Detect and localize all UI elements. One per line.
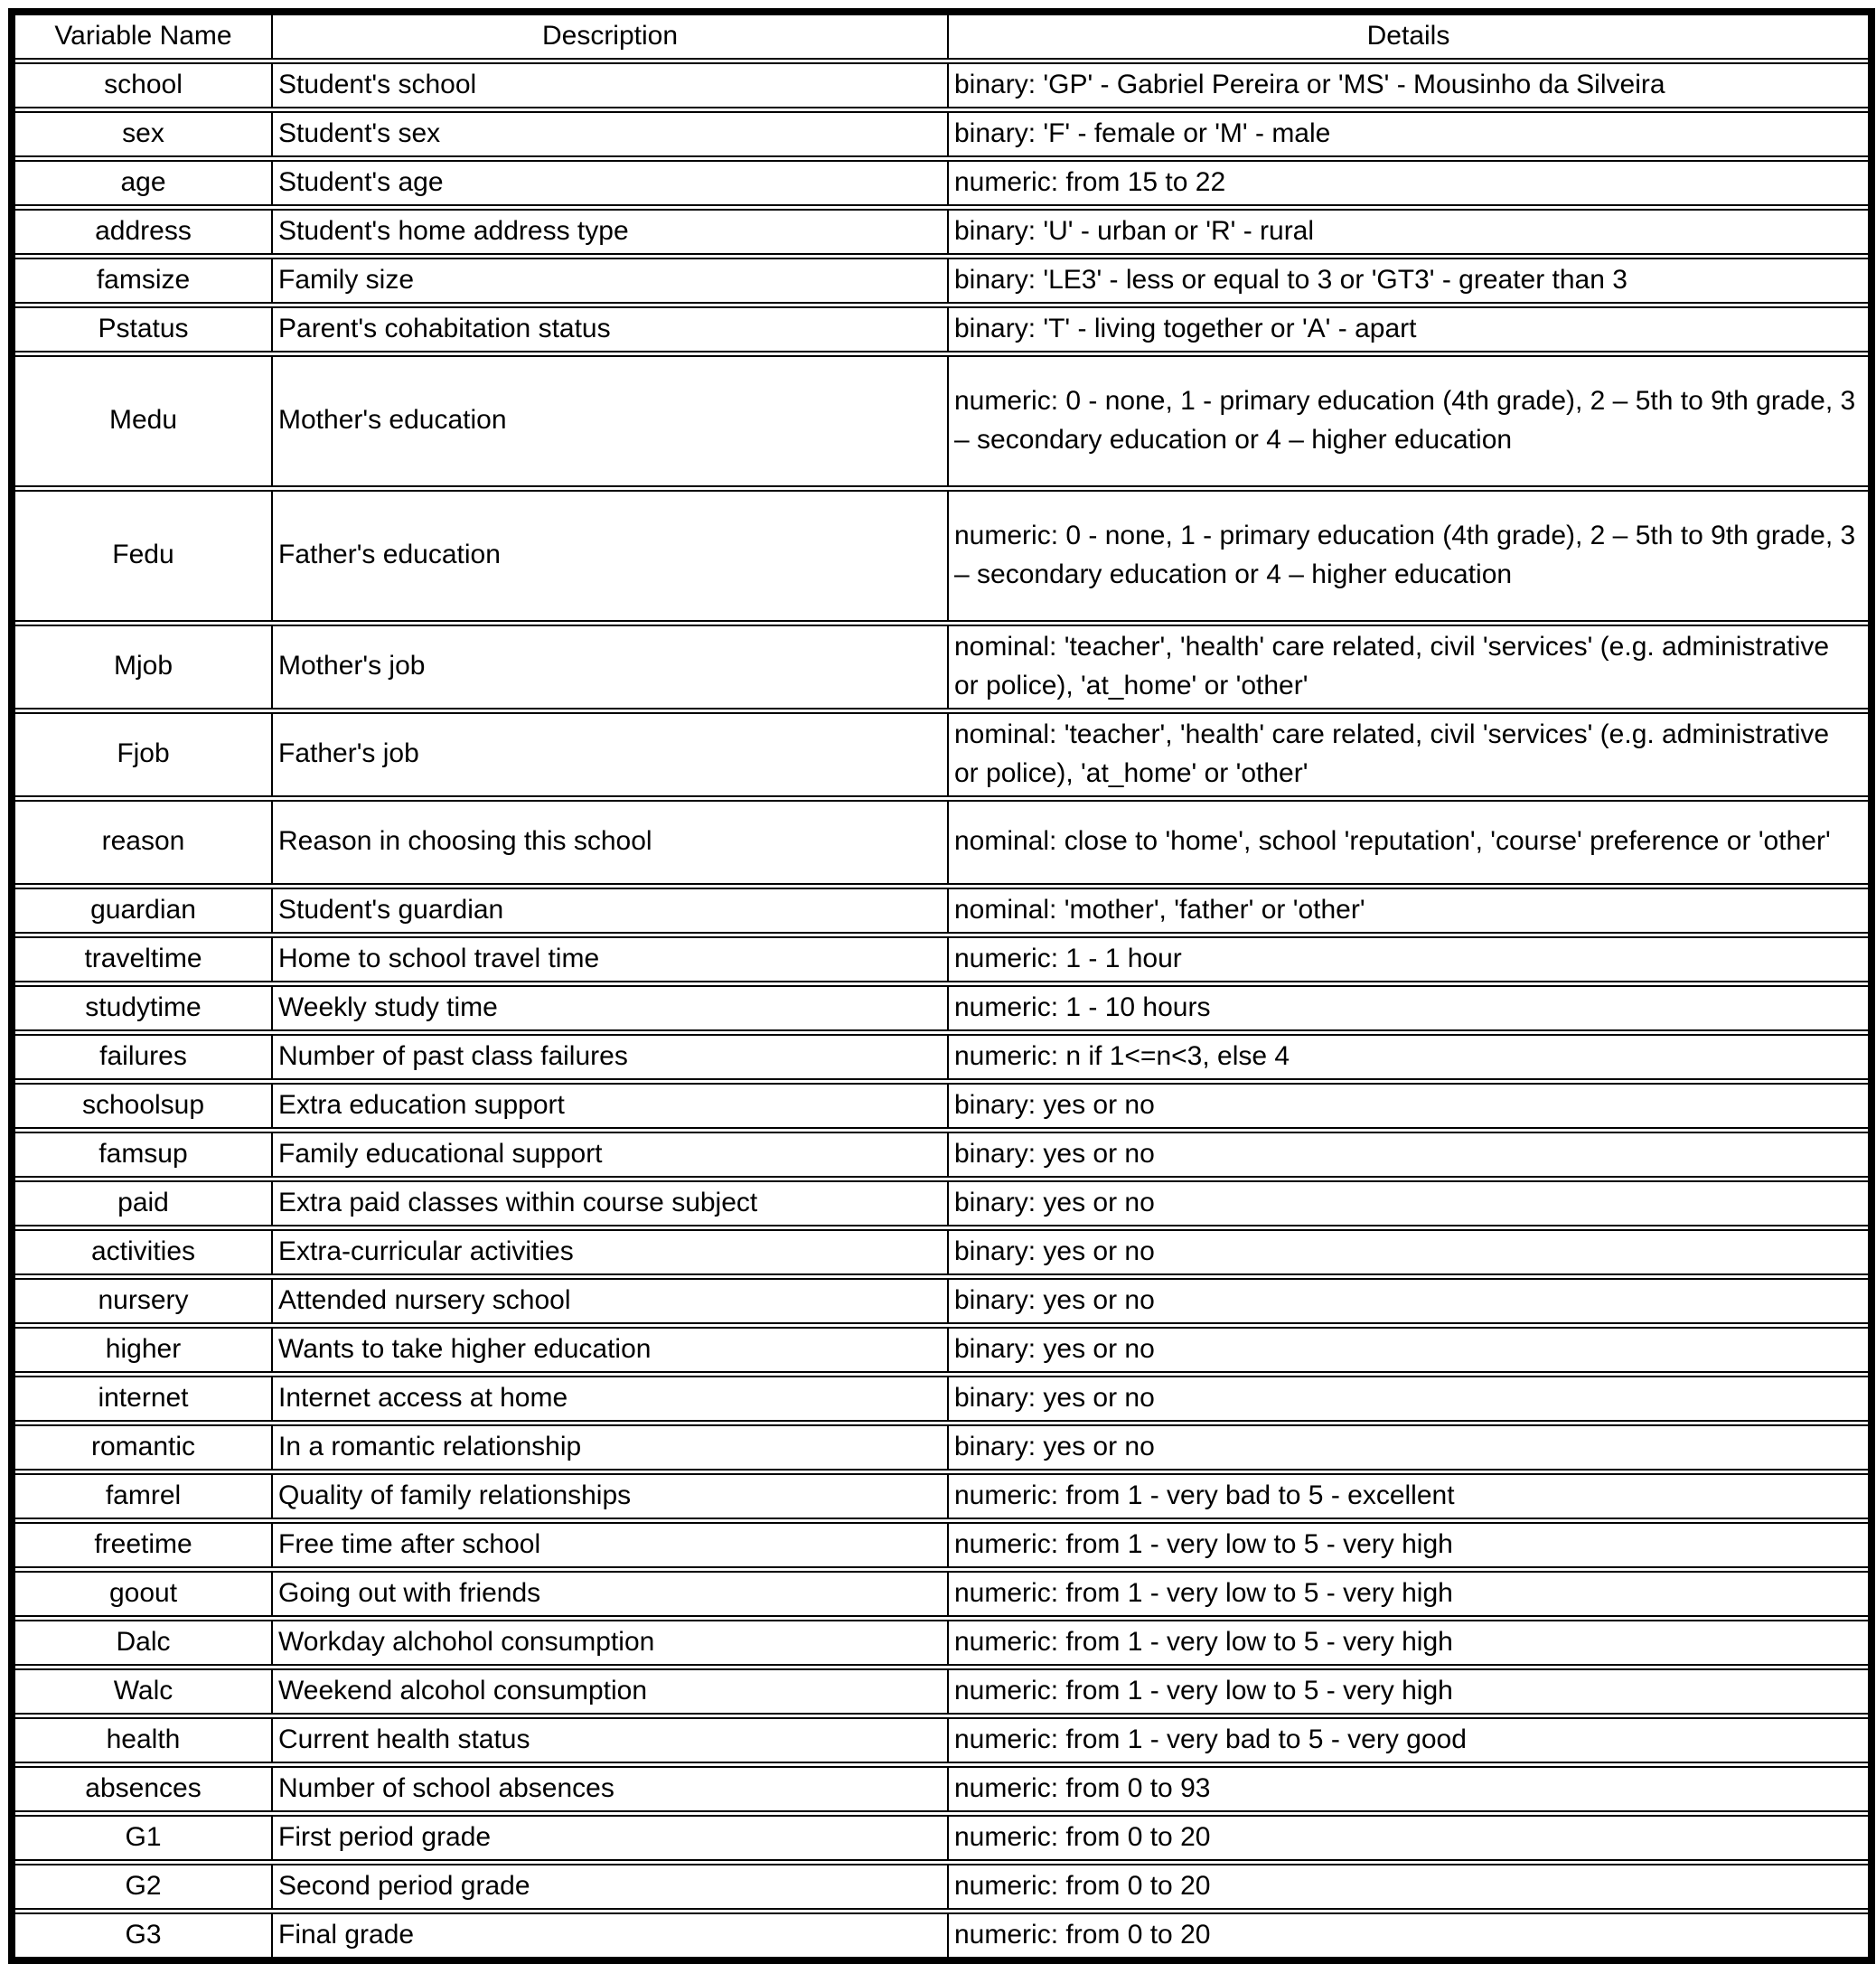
details-cell: numeric: from 1 - very bad to 5 - very good (948, 1715, 1871, 1764)
details-cell: numeric: from 0 to 20 (948, 1862, 1871, 1911)
details-cell: numeric: from 1 - very low to 5 - very high (948, 1520, 1871, 1569)
details-cell: nominal: 'teacher', 'health' care related, civil 'services' (e.g. administrative or police), 'at_home' or 'other' (948, 710, 1871, 798)
table-row (12, 798, 1871, 886)
variable-name-cell: Walc (12, 1667, 272, 1715)
details-cell: binary: yes or no (948, 1130, 1871, 1179)
details-cell: numeric: from 15 to 22 (948, 158, 1871, 207)
details-cell: binary: 'T' - living together or 'A' - apart (948, 305, 1871, 353)
variable-name-cell: famrel (12, 1471, 272, 1520)
details-cell: binary: yes or no (948, 1081, 1871, 1130)
column-header-variable-name: Variable Name (12, 12, 272, 61)
table-row (12, 1569, 1871, 1618)
variable-name-cell: Fedu (12, 488, 272, 623)
details-cell: nominal: 'teacher', 'health' care related, civil 'services' (e.g. administrative or police), 'at_home' or 'other' (948, 623, 1871, 710)
variable-name-cell: paid (12, 1179, 272, 1227)
description-cell: Mother's education (272, 353, 948, 488)
table-row (12, 1325, 1871, 1374)
table-row (12, 305, 1871, 353)
variable-name-cell: nursery (12, 1276, 272, 1325)
description-cell: Weekly study time (272, 983, 948, 1032)
column-header-details: Details (948, 12, 1871, 61)
details-cell: numeric: 0 - none, 1 - primary education (4th grade), 2 – 5th to 9th grade, 3 – secondary education or 4 – higher education (948, 488, 1871, 623)
table-row (12, 1764, 1871, 1813)
description-cell: Internet access at home (272, 1374, 948, 1423)
description-cell: Workday alchohol consumption (272, 1618, 948, 1667)
details-cell: numeric: n if 1<=n<3, else 4 (948, 1032, 1871, 1081)
variable-name-cell: schoolsup (12, 1081, 272, 1130)
description-cell: Student's school (272, 61, 948, 109)
variable-name-cell: sex (12, 109, 272, 158)
details-cell: numeric: from 1 - very bad to 5 - excellent (948, 1471, 1871, 1520)
details-cell: nominal: close to 'home', school 'reputation', 'course' preference or 'other' (948, 798, 1871, 886)
description-cell: Second period grade (272, 1862, 948, 1911)
table-row (12, 109, 1871, 158)
table-row (12, 488, 1871, 623)
variable-name-cell: traveltime (12, 935, 272, 983)
description-cell: Free time after school (272, 1520, 948, 1569)
table-row (12, 1813, 1871, 1862)
variable-name-cell: school (12, 61, 272, 109)
variable-name-cell: G1 (12, 1813, 272, 1862)
table-row (12, 1618, 1871, 1667)
variable-name-cell: health (12, 1715, 272, 1764)
table-row (12, 710, 1871, 798)
details-cell: binary: 'GP' - Gabriel Pereira or 'MS' - Mousinho da Silveira (948, 61, 1871, 109)
description-cell: Wants to take higher education (272, 1325, 948, 1374)
details-cell: binary: 'F' - female or 'M' - male (948, 109, 1871, 158)
details-cell: numeric: 1 - 1 hour (948, 935, 1871, 983)
details-cell: nominal: 'mother', 'father' or 'other' (948, 886, 1871, 935)
table-row (12, 1227, 1871, 1276)
description-cell: Going out with friends (272, 1569, 948, 1618)
description-cell: In a romantic relationship (272, 1423, 948, 1471)
variable-name-cell: Mjob (12, 623, 272, 710)
table-row (12, 623, 1871, 710)
table-row (12, 61, 1871, 109)
description-cell: Student's home address type (272, 207, 948, 256)
description-cell: Number of past class failures (272, 1032, 948, 1081)
description-cell: Quality of family relationships (272, 1471, 948, 1520)
table-row (12, 886, 1871, 935)
variable-name-cell: internet (12, 1374, 272, 1423)
details-cell: binary: yes or no (948, 1179, 1871, 1227)
table-row (12, 1276, 1871, 1325)
details-cell: binary: 'LE3' - less or equal to 3 or 'GT3' - greater than 3 (948, 256, 1871, 305)
details-cell: numeric: from 1 - very low to 5 - very high (948, 1667, 1871, 1715)
variable-name-cell: absences (12, 1764, 272, 1813)
table-row (12, 1081, 1871, 1130)
table-row (12, 1715, 1871, 1764)
details-cell: binary: yes or no (948, 1227, 1871, 1276)
details-cell: numeric: 0 - none, 1 - primary education (4th grade), 2 – 5th to 9th grade, 3 – secondary education or 4 – higher education (948, 353, 1871, 488)
table-row (12, 1471, 1871, 1520)
table-row (12, 1032, 1871, 1081)
variable-name-cell: famsize (12, 256, 272, 305)
table-row (12, 983, 1871, 1032)
variable-name-cell: address (12, 207, 272, 256)
table-row (12, 935, 1871, 983)
description-cell: Number of school absences (272, 1764, 948, 1813)
variable-name-cell: G2 (12, 1862, 272, 1911)
details-cell: binary: yes or no (948, 1276, 1871, 1325)
table-row (12, 1862, 1871, 1911)
description-cell: First period grade (272, 1813, 948, 1862)
table-row (12, 1374, 1871, 1423)
description-cell: Weekend alcohol consumption (272, 1667, 948, 1715)
description-cell: Family educational support (272, 1130, 948, 1179)
variable-name-cell: goout (12, 1569, 272, 1618)
details-cell: binary: yes or no (948, 1374, 1871, 1423)
details-cell: numeric: from 0 to 93 (948, 1764, 1871, 1813)
description-cell: Student's age (272, 158, 948, 207)
description-cell: Extra-curricular activities (272, 1227, 948, 1276)
description-cell: Student's sex (272, 109, 948, 158)
header-row (12, 12, 1871, 61)
description-cell: Father's education (272, 488, 948, 623)
variable-name-cell: freetime (12, 1520, 272, 1569)
column-header-description: Description (272, 12, 948, 61)
details-cell: binary: yes or no (948, 1325, 1871, 1374)
variables-table (8, 8, 1875, 1964)
description-cell: Family size (272, 256, 948, 305)
variable-name-cell: romantic (12, 1423, 272, 1471)
variable-name-cell: failures (12, 1032, 272, 1081)
variable-name-cell: famsup (12, 1130, 272, 1179)
description-cell: Extra education support (272, 1081, 948, 1130)
description-cell: Mother's job (272, 623, 948, 710)
table-body (12, 61, 1871, 1960)
table-row (12, 207, 1871, 256)
table-row (12, 256, 1871, 305)
description-cell: Parent's cohabitation status (272, 305, 948, 353)
description-cell: Father's job (272, 710, 948, 798)
table-row (12, 1130, 1871, 1179)
variable-name-cell: higher (12, 1325, 272, 1374)
description-cell: Current health status (272, 1715, 948, 1764)
variable-name-cell: Pstatus (12, 305, 272, 353)
description-cell: Student's guardian (272, 886, 948, 935)
table-row (12, 1911, 1871, 1960)
table-row (12, 353, 1871, 488)
variable-name-cell: Fjob (12, 710, 272, 798)
table-row (12, 1520, 1871, 1569)
table-row (12, 158, 1871, 207)
description-cell: Attended nursery school (272, 1276, 948, 1325)
table-row (12, 1179, 1871, 1227)
details-cell: numeric: from 1 - very low to 5 - very high (948, 1618, 1871, 1667)
table-row (12, 1667, 1871, 1715)
details-cell: binary: 'U' - urban or 'R' - rural (948, 207, 1871, 256)
description-cell: Reason in choosing this school (272, 798, 948, 886)
details-cell: numeric: 1 - 10 hours (948, 983, 1871, 1032)
description-cell: Home to school travel time (272, 935, 948, 983)
description-cell: Extra paid classes within course subject (272, 1179, 948, 1227)
details-cell: numeric: from 0 to 20 (948, 1813, 1871, 1862)
variable-name-cell: G3 (12, 1911, 272, 1960)
variable-name-cell: guardian (12, 886, 272, 935)
details-cell: numeric: from 1 - very low to 5 - very high (948, 1569, 1871, 1618)
table-row (12, 1423, 1871, 1471)
variable-name-cell: activities (12, 1227, 272, 1276)
description-cell: Final grade (272, 1911, 948, 1960)
variable-name-cell: reason (12, 798, 272, 886)
variable-name-cell: studytime (12, 983, 272, 1032)
variable-name-cell: Dalc (12, 1618, 272, 1667)
details-cell: numeric: from 0 to 20 (948, 1911, 1871, 1960)
variable-name-cell: Medu (12, 353, 272, 488)
variable-name-cell: age (12, 158, 272, 207)
details-cell: binary: yes or no (948, 1423, 1871, 1471)
